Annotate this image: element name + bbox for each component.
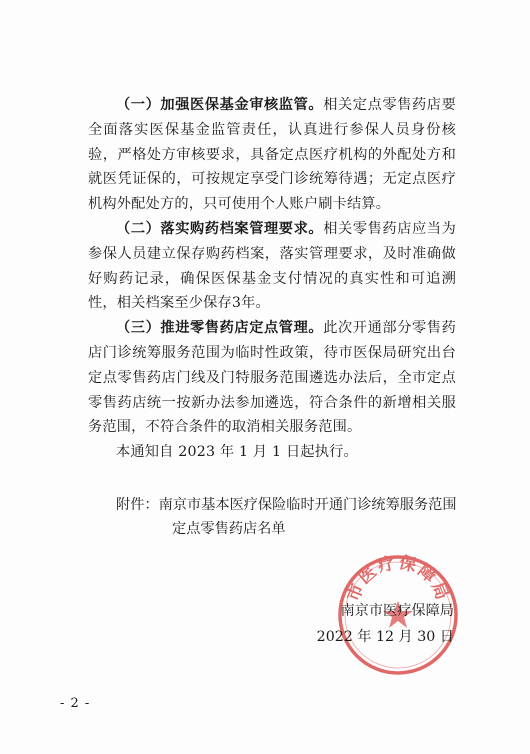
section-2-heading: （二）落实购药档案管理要求。	[116, 220, 324, 237]
attachment-row-1	[116, 493, 457, 517]
attachment-block	[116, 493, 457, 541]
issuer-name: 南京市医疗保障局	[340, 603, 454, 619]
attachment-title-line-2: 定点零售药店名单	[172, 521, 286, 537]
section-3-body: 此次开通部分零售药店门诊统筹服务范围为临时性政策，待市医保局研究出台定点零售药店门线及门特服务范围遴选办法后，全市定点零售药店统一按新办法参加遴选，符合条件的新增相关服务范围，不符合条件的取消相关服务范围。	[88, 320, 456, 436]
section-3	[88, 316, 456, 440]
section-1-body: 相关定点零售药店要全面落实医保基金监管责任，认真进行参保人员身份核验，严格处方审核要求，具备定点医疗机构的外配处方和就医凭证保的，可按规定享受门诊统筹待遇；无定点医疗机构外配处方的，只可使用个人账户刷卡结算。	[88, 97, 456, 213]
section-2-body: 相关零售药店应当为参保人员建立保存购药档案，落实管理要求，及时准确做好购药记录，确保医保基金支付情况的真实性和可追溯性，相关档案至少保存3年。	[88, 220, 456, 312]
attachment-title-line-1: 南京市基本医疗保险临时开通门诊统筹服务范围	[158, 497, 457, 513]
signature-block	[317, 598, 454, 650]
section-3-heading: （三）推进零售药店定点管理。	[116, 320, 324, 337]
seal-text: 市医疗保障局	[343, 553, 453, 605]
attachment-label: 附件：	[116, 497, 159, 513]
section-2	[88, 217, 456, 316]
effective-notice: 本通知自 2023 年 1 月 1 日起执行。	[116, 444, 358, 461]
document-body	[88, 93, 456, 465]
page-number: - 2 -	[60, 696, 91, 711]
section-1-heading: （一）加强医保基金审核监管。	[116, 97, 324, 113]
section-1	[88, 93, 456, 217]
issue-date: 2022 年 12 月 30 日	[316, 629, 454, 645]
